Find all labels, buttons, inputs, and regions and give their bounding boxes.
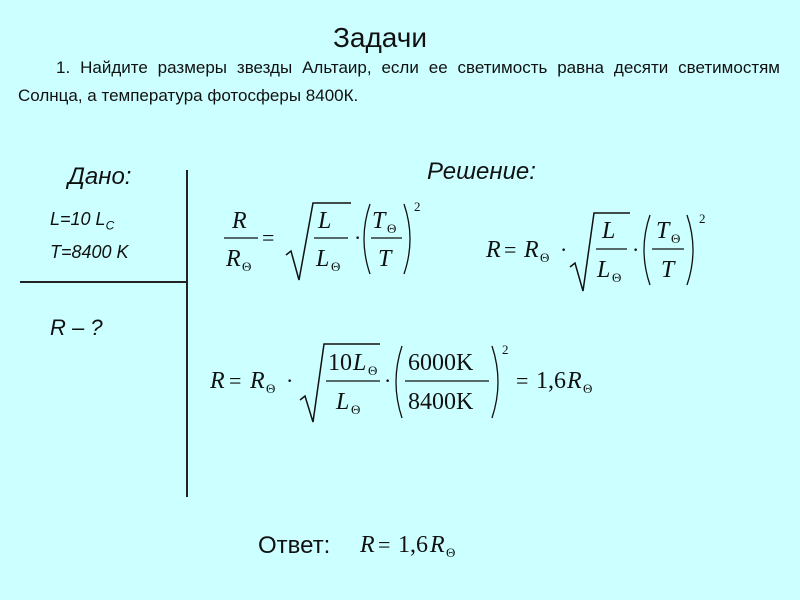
f3-r0-sub: Θ xyxy=(266,381,276,396)
f2-r0-sub: Θ xyxy=(540,250,550,265)
f2-dot1: · xyxy=(560,237,568,262)
f1-dot: · xyxy=(354,225,362,250)
problem-statement xyxy=(18,54,780,110)
f3-frac-den: 8400K xyxy=(408,389,474,415)
formula-radius xyxy=(484,209,714,304)
f2-rad-den-sub: Θ xyxy=(612,270,622,285)
given-luminosity xyxy=(50,209,114,233)
page-title: Задачи xyxy=(332,22,427,53)
f3-result-sub: Θ xyxy=(583,381,593,396)
f2-power: 2 xyxy=(699,211,706,226)
answer-formula xyxy=(358,528,468,564)
given-luminosity-value: L=10 L xyxy=(50,209,106,229)
f3-power: 2 xyxy=(502,342,509,357)
f2-dot2: · xyxy=(632,237,640,262)
f3-dot2: · xyxy=(384,368,392,393)
given-label: Дано: xyxy=(68,163,132,190)
f3-rad-den: L xyxy=(336,389,350,415)
f1-rad-num: L xyxy=(318,208,332,234)
formula-ratio xyxy=(218,195,433,290)
f3-frac-num: 6000K xyxy=(408,350,474,376)
f3-rad-num-coef: 10 xyxy=(328,350,352,376)
answer-value: 1,6 xyxy=(398,532,428,558)
f1-power: 2 xyxy=(414,199,421,214)
f3-rad-den-sub: Θ xyxy=(351,402,361,417)
f1-right-paren xyxy=(404,204,410,274)
f3-lhs: R xyxy=(210,368,225,394)
formula-substitution xyxy=(208,338,603,428)
f1-lhs-den-sub: Θ xyxy=(242,259,252,274)
answer-sub: Θ xyxy=(446,545,456,560)
f2-r0: R xyxy=(524,237,539,263)
given-divider-horizontal xyxy=(20,281,188,283)
f2-right-paren xyxy=(687,215,693,285)
problem-number: 1. xyxy=(56,58,71,77)
f1-left-paren xyxy=(364,204,370,274)
given-luminosity-subscript: C xyxy=(105,218,115,233)
f3-result-r: R xyxy=(567,368,582,394)
answer-label: Ответ: xyxy=(258,532,331,559)
f1-frac-num-sub: Θ xyxy=(387,221,397,236)
f2-frac-den: T xyxy=(661,257,675,283)
f1-frac-den: T xyxy=(378,246,392,272)
f1-rad-den: L xyxy=(316,246,330,272)
f3-rad-num: L xyxy=(353,350,367,376)
f1-lhs-den: R xyxy=(226,246,241,272)
f2-frac-num: T xyxy=(656,218,670,244)
f1-equals: = xyxy=(262,225,275,250)
f1-frac-num: T xyxy=(372,208,386,234)
f1-rad-den-sub: Θ xyxy=(331,259,341,274)
f3-result-value: 1,6 xyxy=(536,368,566,394)
f3-dot1: · xyxy=(286,368,294,393)
given-divider-vertical xyxy=(186,170,188,497)
given-temperature: T=8400 K xyxy=(50,242,129,262)
f3-r0: R xyxy=(250,368,265,394)
answer-lhs: R xyxy=(360,532,375,558)
f3-right-paren xyxy=(492,346,498,418)
f2-rad-den: L xyxy=(597,257,611,283)
f1-lhs-num: R xyxy=(232,208,247,234)
solution-label: Решение: xyxy=(427,158,536,185)
f3-equals2: = xyxy=(516,368,529,393)
f2-frac-num-sub: Θ xyxy=(671,231,681,246)
f2-rad-num: L xyxy=(602,218,616,244)
unknown-quantity: R – ? xyxy=(50,315,103,340)
problem-text: Найдите размеры звезды Альтаир, если ее светимость равна десяти светимостям Солнца, а температура фотосферы 8400К. xyxy=(18,58,780,105)
f2-lhs: R xyxy=(486,237,501,263)
answer-r: R xyxy=(430,532,445,558)
f2-equals: = xyxy=(504,237,517,262)
f3-left-paren xyxy=(396,346,402,418)
f3-rad-num-sub: Θ xyxy=(368,363,378,378)
f3-equals: = xyxy=(229,368,242,393)
f2-left-paren xyxy=(644,215,650,285)
answer-equals: = xyxy=(378,532,391,557)
